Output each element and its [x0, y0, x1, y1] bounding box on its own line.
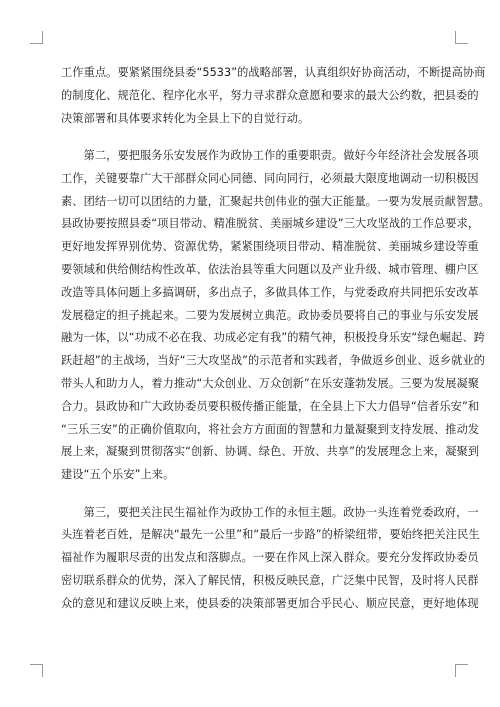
text-line: 带头人和助力人，着力推动“大众创业、万众创新”在乐安蓬勃发展。三要为发展凝聚 [61, 376, 480, 390]
crop-mark-top-right [455, 31, 468, 44]
crop-mark-bottom-left [30, 664, 43, 677]
text-line: 福祉作为履职尽责的出发点和落脚点。一要在作风上深入群众。要充分发挥政协委员 [61, 551, 479, 565]
text-line: 改造等具体问题上多搞调研，多出点子，多做具体工作，与党委政府共同把乐安改革 [61, 285, 479, 299]
paragraph [61, 145, 490, 487]
text-line: 众的意见和建议反映上来，使县委的决策部署更加合乎民心、顺应民意，更好地体现 [61, 596, 479, 610]
text-line: 要领域和供给侧结构性改革、依法治县等重大问题以及产业升级、城市管理、棚户区 [61, 262, 479, 276]
text-line: 展上来，凝聚到贯彻落实“创新、协调、绿色、开放、共享”的发展理念上来，凝聚到 [61, 445, 480, 459]
text-line: “三乐三安”的正确价值取向，将社会方方面面的智慧和力量凝聚到支持发展、推动发 [61, 422, 480, 436]
text-line: 决策部署和具体要求转化为全县上下的自觉行动。 [61, 111, 310, 125]
text-line: 工作，关键要靠广大干部群众同心同德、同向同行，必须最大限度地调动一切积极因 [61, 171, 479, 185]
crop-mark-top-left [30, 31, 43, 44]
text-line: 第三，要把关注民生福祉作为政协工作的永恒主题。政协一头连着党委政府，一 [61, 505, 479, 519]
paragraph [61, 502, 480, 616]
text-line: 更好地发挥界别优势、资源优势，紧紧围绕项目带动、精准脱贫、美丽城乡建设等重 [61, 240, 479, 254]
text-line: 合力。县政协和广大政协委员要积极传播正能量，在全县上下大力倡导“信者乐安”和 [61, 399, 480, 413]
crop-mark-bottom-right [455, 664, 468, 677]
text-line: 融为一体，以“功成不必在我、功成必定有我”的精气神，积极投身乐安“绿色崛起、跨 [61, 331, 486, 345]
text-line: 素、团结一切可以团结的力量，汇聚起共创伟业的强大正能量。一要为发展贡献智慧。 [61, 194, 490, 208]
text-line: 头连着老百姓，是解决“最先一公里”和“最后一步路”的桥梁纽带，要始终把关注民生 [61, 528, 480, 542]
text-line: 密切联系群众的优势，深入了解民情，积极反映民意，广泛集中民智，及时将人民群 [61, 573, 479, 587]
text-line: 第二，要把服务乐安发展作为政协工作的重要职责。做好今年经济社会发展各项 [61, 148, 479, 162]
body-text [61, 62, 490, 616]
text-line: 建设“五个乐安”上来。 [61, 468, 175, 482]
text-line: 的制度化、规范化、程序化水平，努力寻求群众意愿和要求的最大公约数，把县委的 [61, 88, 479, 102]
text-line: 发展稳定的担子挑起来。二要为发展树立典范。政协委员要将自己的事业与乐安发展 [61, 308, 479, 322]
text-line: 县政协要按照县委“项目带动、精准脱贫、美丽城乡建设”三大攻坚战的工作总要求， [61, 217, 480, 231]
paragraph [61, 62, 486, 130]
text-line: 跃赶超”的主战场，当好“三大攻坚战”的示范者和实践者，争做返乡创业、返乡就业的 [61, 354, 486, 368]
text-line: 工作重点。要紧紧围绕县委“5533”的战略部署，认真组织好协商活动，不断提高协商 [61, 66, 486, 79]
